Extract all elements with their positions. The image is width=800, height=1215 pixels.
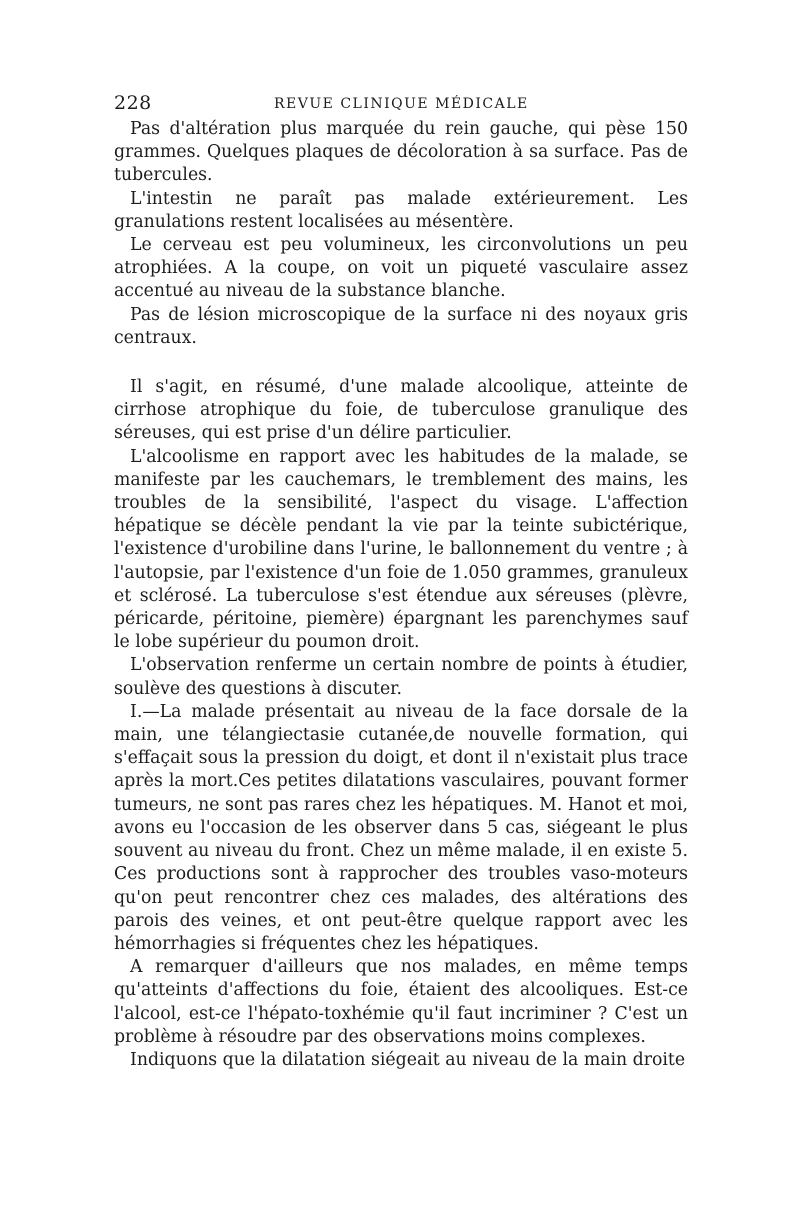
paragraph: I.—La malade présentait au niveau de la face dorsale de la main, une télangiectasie cutanée,de nouvelle formation, qui s'effaçait sous la pression du doigt, et dont il n'existait plus trace après la mort.Ces petites dilatations vasculaires, pouvant former tumeurs, ne sont pas rares chez les hépatiques. M. Hanot et moi, avons eu l'occasion de les observer dans 5 cas, siégeant le plus souvent au niveau du front. Chez un même malade, il en existe 5. Ces productions sont à rapprocher des troubles vaso-moteurs qu'on peut rencontrer chez ces malades, des altérations des parois des veines, et ont peut-être quelque rapport avec les hémorrhagies si fréquentes chez les hépatiques.	[114, 701, 688, 954]
paragraph: Il s'agit, en résumé, d'une malade alcoolique, atteinte de cirrhose atrophique du foie, de tuberculose granulique des séreuses, qui est prise d'un délire particulier.	[114, 377, 688, 444]
paragraph: L'observation renferme un certain nombre de points à étudier, soulève des questions à discuter.	[114, 655, 688, 699]
section-break	[114, 350, 688, 376]
paragraph: Le cerveau est peu volumineux, les circonvolutions un peu atrophiées. A la coupe, on voit un piqueté vasculaire assez accentué au niveau de la substance blanche.	[114, 235, 688, 302]
paragraph: Pas d'altération plus marquée du rein gauche, qui pèse 150 grammes. Quelques plaques de décoloration à sa surface. Pas de tubercules.	[114, 119, 688, 186]
paragraph: A remarquer d'ailleurs que nos malades, en même temps qu'atteints d'affections du foie, étaient des alcooliques. Est-ce l'alcool, est-ce l'hépato-toxhémie qu'il faut incriminer ? C'est un problème à résoudre par des observations moins complexes.	[114, 957, 688, 1047]
body-text	[114, 118, 688, 1072]
page-number: 228	[114, 92, 152, 114]
journal-title: REVUE CLINIQUE MÉDICALE	[274, 96, 529, 112]
paragraph: L'intestin ne paraît pas malade extérieurement. Les granulations restent localisées au mésentère.	[114, 188, 688, 232]
running-header	[114, 92, 688, 118]
document-page	[114, 92, 688, 1072]
paragraph: Indiquons que la dilatation siégeait au niveau de la main droite	[130, 1049, 686, 1070]
paragraph: Pas de lésion microscopique de la surface ni des noyaux gris centraux.	[114, 304, 688, 348]
paragraph: L'alcoolisme en rapport avec les habitudes de la malade, se manifeste par les cauchemars, le tremblement des mains, les troubles de la sensibilité, l'aspect du visage. L'affection hépatique se décèle pendant la vie par la teinte subictérique, l'existence d'urobiline dans l'urine, le ballonnement du ventre ; à l'autopsie, par l'existence d'un foie de 1.050 grammes, granuleux et sclérosé. La tuberculose s'est étendue aux séreuses (plèvre, péricarde, péritoine, piemère) épargnant les parenchymes sauf le lobe supérieur du poumon droit.	[114, 446, 688, 653]
